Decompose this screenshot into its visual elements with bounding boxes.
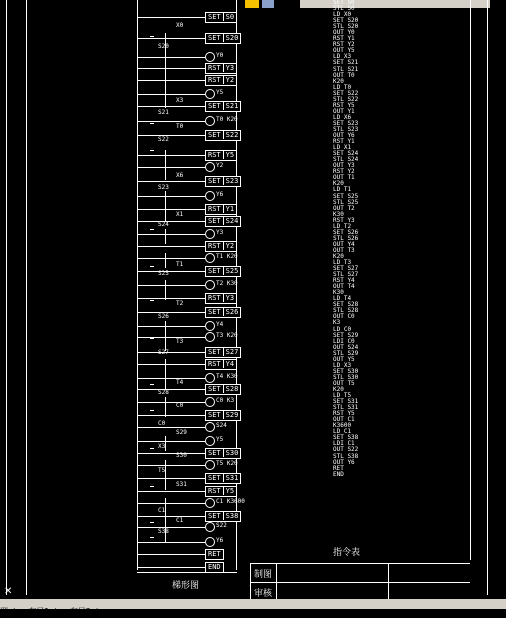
coil-icon <box>205 229 215 239</box>
instruction-line: STL S27 <box>333 271 359 279</box>
instruction-box <box>205 384 241 395</box>
coil-label: S24 <box>216 422 227 429</box>
instruction-line: SET S29 <box>333 331 359 339</box>
instruction-line: STL S26 <box>333 234 359 242</box>
branch-line <box>165 150 166 180</box>
instruction-line: STL S28 <box>333 307 359 315</box>
right-frame <box>470 0 471 560</box>
rung-line <box>137 221 205 222</box>
box-op: RST <box>208 242 224 250</box>
coil-icon <box>205 397 215 407</box>
coil-icon <box>205 89 215 99</box>
instruction-line: LDI C1 <box>333 440 355 448</box>
instruction-line: OUT T0 <box>333 71 355 79</box>
table-col1 <box>276 563 277 599</box>
rung-line <box>137 38 205 39</box>
branch-line <box>165 191 166 221</box>
rung-line <box>137 106 205 107</box>
contact-label: S38 <box>158 528 169 535</box>
instruction-list <box>333 0 373 478</box>
instruction-line: OUT T1 <box>333 174 355 182</box>
instruction-line: STL S25 <box>333 198 359 206</box>
contact-label: T4 <box>176 379 184 386</box>
contact-label: S31 <box>176 481 187 488</box>
instruction-box <box>205 562 224 573</box>
box-arg: S28 <box>225 385 239 393</box>
instruction-line: OUT C0 <box>333 313 355 321</box>
contact-label: S22 <box>158 136 169 143</box>
box-arg: S24 <box>225 217 239 225</box>
rung-line <box>137 527 205 528</box>
instruction-line: OUT Y6 <box>333 458 355 466</box>
ladder-title: 梯形图 <box>172 581 200 591</box>
instruction-line: K20 <box>333 77 344 85</box>
contact-label: S21 <box>158 109 169 116</box>
tab-model[interactable]: 型 <box>0 607 8 616</box>
coil-icon <box>205 321 215 331</box>
instruction-line: OUT Y4 <box>333 240 355 248</box>
instruction-line: LD X3 <box>333 53 352 61</box>
rung-line <box>137 427 205 428</box>
instruction-line: LD X3 <box>333 361 352 369</box>
coil-icon <box>205 537 215 547</box>
pencil-icon[interactable] <box>245 0 259 8</box>
instruction-box <box>205 347 241 358</box>
instruction-line: LD T0 <box>333 83 352 91</box>
box-arg: Y4 <box>225 360 235 368</box>
box-op: SET <box>208 131 224 139</box>
box-arg: S23 <box>225 177 239 185</box>
instruction-box <box>205 130 241 141</box>
left-border <box>6 0 7 595</box>
instruction-line: SET S20 <box>333 17 359 25</box>
instruction-line: K3 <box>333 319 341 327</box>
rung-line <box>137 326 205 327</box>
instruction-line: STL S22 <box>333 95 359 103</box>
table-col2 <box>388 563 389 599</box>
coil-label: T5 K20 <box>216 460 238 467</box>
box-arg: S21 <box>225 102 239 110</box>
coil-icon <box>205 191 215 201</box>
instruction-box <box>205 204 237 215</box>
instruction-line: LD T3 <box>333 259 352 267</box>
box-op: SET <box>208 102 224 110</box>
contact-label: T5 <box>158 467 166 474</box>
instruction-box <box>205 63 237 74</box>
instruction-line: RST Y1 <box>333 138 355 146</box>
rung-line <box>137 234 205 235</box>
instruction-line: STL S24 <box>333 156 359 164</box>
draw-label: 制图 <box>254 570 273 580</box>
select-icon[interactable] <box>262 0 274 8</box>
instruction-box <box>205 101 241 112</box>
right-border <box>487 0 488 595</box>
rung-line <box>137 209 205 210</box>
rung-line <box>137 491 205 492</box>
rung-line <box>137 542 205 543</box>
rung-line <box>137 121 205 122</box>
instruction-line: K20 <box>333 252 344 260</box>
rung-line <box>137 554 205 555</box>
rung-line <box>137 155 205 156</box>
rung-line <box>137 453 205 454</box>
contact-label: C0 <box>158 420 166 427</box>
list-title: 指令表 <box>333 548 361 558</box>
branch-line <box>165 280 166 300</box>
instruction-line: RST Y1 <box>333 35 355 43</box>
instruction-line: RST Y5 <box>333 410 355 418</box>
box-arg: S30 <box>225 449 239 457</box>
instruction-line: RST Y4 <box>333 277 355 285</box>
instruction-line: RST Y5 <box>333 101 355 109</box>
instruction-box <box>205 150 237 161</box>
instruction-line: OUT T4 <box>333 283 355 291</box>
instruction-line: K30 <box>333 210 344 218</box>
instruction-box <box>205 241 237 252</box>
contact-label: S24 <box>158 221 169 228</box>
contact-label: X3 <box>158 443 166 450</box>
contact-label: T3 <box>176 338 184 345</box>
rung-line <box>137 285 205 286</box>
box-op: RST <box>208 294 224 302</box>
box-op: END <box>208 563 221 571</box>
box-op: SET <box>208 348 224 356</box>
instruction-box <box>205 266 241 277</box>
instruction-line: SET S26 <box>333 228 359 236</box>
instruction-box <box>205 511 241 522</box>
coil-label: Y5 <box>216 89 224 96</box>
box-arg: S31 <box>225 474 239 482</box>
rung-line <box>137 441 205 442</box>
instruction-line: SET S0 <box>333 0 355 6</box>
instruction-line: RST Y3 <box>333 216 355 224</box>
box-op: RET <box>208 550 221 558</box>
rung-line <box>137 181 205 182</box>
instruction-line: LD X1 <box>333 144 352 152</box>
branch-line <box>165 359 166 389</box>
coil-icon <box>205 460 215 470</box>
contact-mark <box>150 300 154 301</box>
coil-label: Y0 <box>216 52 224 59</box>
branch-line <box>165 397 166 417</box>
instruction-line: STL S20 <box>333 23 359 31</box>
rung-line <box>137 465 205 466</box>
instruction-box <box>205 549 224 560</box>
coil-icon <box>205 52 215 62</box>
instruction-line: LD C1 <box>333 428 352 436</box>
rung-line <box>137 402 205 403</box>
branch-line <box>165 460 166 490</box>
instruction-line: OUT T2 <box>333 204 355 212</box>
coil-label: Y6 <box>216 191 224 198</box>
box-op: SET <box>208 177 224 185</box>
coil-label: T1 K20 <box>216 253 238 260</box>
instruction-box <box>205 359 237 370</box>
rung-line <box>137 246 205 247</box>
rung-line <box>137 503 205 504</box>
contact-mark <box>150 123 154 124</box>
rung-line <box>137 80 205 81</box>
coil-icon <box>205 422 215 432</box>
instruction-line: SET S23 <box>333 119 359 127</box>
instruction-line: OUT Y3 <box>333 162 355 170</box>
instruction-line: STL S31 <box>333 404 359 412</box>
contact-mark <box>150 522 154 523</box>
box-op: RST <box>208 76 224 84</box>
box-arg: S25 <box>225 267 239 275</box>
instruction-box <box>205 216 241 227</box>
box-op: RST <box>208 360 224 368</box>
contact-label: S25 <box>158 270 169 277</box>
toolbar-panel <box>300 0 490 8</box>
box-op: SET <box>208 411 224 419</box>
rung-line <box>137 135 205 136</box>
rung-line <box>137 17 205 18</box>
contact-label: T1 <box>176 261 184 268</box>
contact-mark <box>150 486 154 487</box>
coil-icon <box>205 116 215 126</box>
rung-line <box>137 312 205 313</box>
coil-label: Y4 <box>216 321 224 328</box>
box-op: RST <box>208 205 224 213</box>
instruction-line: STL S30 <box>333 373 359 381</box>
instruction-line: OUT Y5 <box>333 47 355 55</box>
box-arg: S0 <box>225 13 235 21</box>
coil-icon <box>205 332 215 342</box>
instruction-line: RST Y2 <box>333 168 355 176</box>
box-op: SET <box>208 512 224 520</box>
rung-line <box>137 415 205 416</box>
box-arg: Y2 <box>225 76 235 84</box>
rung-line <box>137 167 205 168</box>
instruction-line: LD T2 <box>333 222 352 230</box>
instruction-line: K30 <box>333 289 344 297</box>
contact-label: S26 <box>158 313 169 320</box>
contact-label: S29 <box>176 429 187 436</box>
instruction-box <box>205 176 241 187</box>
branch-line <box>165 253 166 268</box>
contact-mark <box>150 410 154 411</box>
coil-label: C1 K3600 <box>216 498 245 505</box>
contact-mark <box>150 36 154 37</box>
instruction-line: OUT T3 <box>333 246 355 254</box>
instruction-box <box>205 12 237 23</box>
instruction-box <box>205 307 241 318</box>
tab-layout1[interactable]: 布局1 <box>28 607 50 616</box>
instruction-line: OUT S22 <box>333 446 359 454</box>
coil-label: Y6 <box>216 537 224 544</box>
left-inner-border <box>26 0 27 595</box>
rung-line <box>137 337 205 338</box>
box-op: SET <box>208 13 224 21</box>
coil-label: Y3 <box>216 229 224 236</box>
coil-icon <box>205 253 215 263</box>
instruction-line: SET S22 <box>333 89 359 97</box>
instruction-box <box>205 293 237 304</box>
instruction-line: OUT Y0 <box>333 29 355 37</box>
check-label: 审核 <box>254 589 273 599</box>
instruction-box <box>205 410 241 421</box>
contact-mark <box>150 384 154 385</box>
instruction-line: SET S30 <box>333 367 359 375</box>
contact-label: S28 <box>158 389 169 396</box>
instruction-line: K3600 <box>333 422 352 430</box>
box-arg: S26 <box>225 308 239 316</box>
box-op: SET <box>208 267 224 275</box>
coil-icon <box>205 162 215 172</box>
box-arg: S20 <box>225 34 239 42</box>
contact-label: C1 <box>158 507 166 514</box>
instruction-line: SET S27 <box>333 265 359 273</box>
contact-mark <box>150 229 154 230</box>
instruction-line: END <box>333 470 344 478</box>
instruction-line: SET S38 <box>333 434 359 442</box>
instruction-line: STL S38 <box>333 452 359 460</box>
rung-line <box>137 271 205 272</box>
box-arg: Y3 <box>225 294 235 302</box>
instruction-line: RST Y2 <box>333 41 355 49</box>
instruction-line: K20 <box>333 386 344 393</box>
coil-label: T3 K20 <box>216 332 238 339</box>
contact-mark <box>150 537 154 538</box>
rung-line <box>137 68 205 69</box>
box-op: RST <box>208 487 224 495</box>
contact-label: X6 <box>176 172 184 179</box>
contact-mark <box>150 448 154 449</box>
instruction-line: LD T4 <box>333 295 352 303</box>
box-op: SET <box>208 449 224 457</box>
contact-label: X3 <box>176 97 184 104</box>
rung-line <box>137 478 205 479</box>
instruction-line: STL S29 <box>333 349 359 357</box>
coil-icon <box>205 498 215 508</box>
coil-icon <box>205 522 215 532</box>
rung-line <box>137 258 205 259</box>
contact-label: X0 <box>176 22 184 29</box>
box-arg: S29 <box>225 411 239 419</box>
contact-label: C0 <box>176 402 184 409</box>
contact-label: C1 <box>176 517 184 524</box>
instruction-line: SET S31 <box>333 398 359 406</box>
instruction-box <box>205 75 237 86</box>
box-op: SET <box>208 385 224 393</box>
box-op: SET <box>208 34 224 42</box>
instruction-line: STL S21 <box>333 65 359 73</box>
box-op: SET <box>208 308 224 316</box>
coil-label: Y5 <box>216 436 224 443</box>
coil-icon <box>205 280 215 290</box>
instruction-line: LD X0 <box>333 11 352 19</box>
coil-label: T0 K20 <box>216 116 238 123</box>
rung-line <box>137 567 205 568</box>
instruction-box <box>205 448 241 459</box>
box-arg: S22 <box>225 131 239 139</box>
coil-icon <box>205 373 215 383</box>
box-arg: Y5 <box>225 151 235 159</box>
instruction-line: SET S28 <box>333 301 359 309</box>
box-op: SET <box>208 474 224 482</box>
instruction-box <box>205 486 237 497</box>
contact-mark <box>150 266 154 267</box>
contact-label: S30 <box>176 452 187 459</box>
contact-label: X1 <box>176 211 184 218</box>
contact-mark <box>150 150 154 151</box>
instruction-line: OUT Y1 <box>333 107 355 115</box>
rung-line <box>137 516 205 517</box>
instruction-line: OUT S24 <box>333 343 359 351</box>
instruction-line: SET S21 <box>333 59 359 67</box>
box-arg: Y1 <box>225 205 235 213</box>
layout-tabs: 型 / 布局1 / 布局2 / <box>0 599 506 609</box>
box-arg: S27 <box>225 348 239 356</box>
rung-line <box>137 196 205 197</box>
instruction-line: LD X6 <box>333 113 352 121</box>
instruction-line: OUT Y6 <box>333 132 355 140</box>
contact-label: S27 <box>158 349 169 356</box>
box-op: RST <box>208 64 224 72</box>
box-arg: S38 <box>225 512 239 520</box>
table-left <box>250 563 251 599</box>
branch-line <box>165 321 166 351</box>
coil-label: T2 K30 <box>216 280 238 287</box>
instruction-line: SET S25 <box>333 192 359 200</box>
instruction-line: K20 <box>333 180 344 188</box>
box-arg: Y5 <box>225 487 235 495</box>
coil-label: S22 <box>216 522 227 529</box>
coil-label: T4 K30 <box>216 373 238 380</box>
instruction-line: LD T1 <box>333 186 352 194</box>
instruction-line: RET <box>333 464 344 472</box>
box-arg: Y2 <box>225 242 235 250</box>
coil-label: C0 K3 <box>216 397 235 404</box>
instruction-box <box>205 473 241 484</box>
instruction-line: SET S24 <box>333 150 359 158</box>
rung-line <box>137 57 205 58</box>
contact-label: S20 <box>158 43 169 50</box>
contact-mark <box>150 338 154 339</box>
rung-line <box>137 378 205 379</box>
rung-line <box>137 94 205 95</box>
instruction-line: OUT T5 <box>333 379 355 387</box>
instruction-line: LDI C0 <box>333 337 355 345</box>
coil-icon <box>205 436 215 446</box>
instruction-line: STL S23 <box>333 125 359 133</box>
contact-label: S23 <box>158 184 169 191</box>
rung-line <box>137 298 205 299</box>
rung-line <box>137 352 205 353</box>
rung-line <box>137 364 205 365</box>
contact-label: T2 <box>176 300 184 307</box>
box-op: SET <box>208 217 224 225</box>
instruction-line: STL S0 <box>333 5 355 13</box>
instruction-line: OUT C1 <box>333 416 355 424</box>
instruction-line: OUT Y5 <box>333 355 355 363</box>
table-top <box>250 563 470 564</box>
contact-label: T0 <box>176 123 184 130</box>
instruction-line: LD C0 <box>333 325 352 333</box>
ucs-icon: ✕ <box>4 586 13 597</box>
branch-line <box>165 229 166 244</box>
box-arg: Y3 <box>225 64 235 72</box>
box-op: RST <box>208 151 224 159</box>
coil-label: Y2 <box>216 162 224 169</box>
tab-layout2[interactable]: 布局2 <box>69 607 91 616</box>
instruction-line: LD T5 <box>333 392 352 400</box>
table-mid <box>250 582 470 583</box>
instruction-box <box>205 33 241 44</box>
rung-line <box>137 389 205 390</box>
